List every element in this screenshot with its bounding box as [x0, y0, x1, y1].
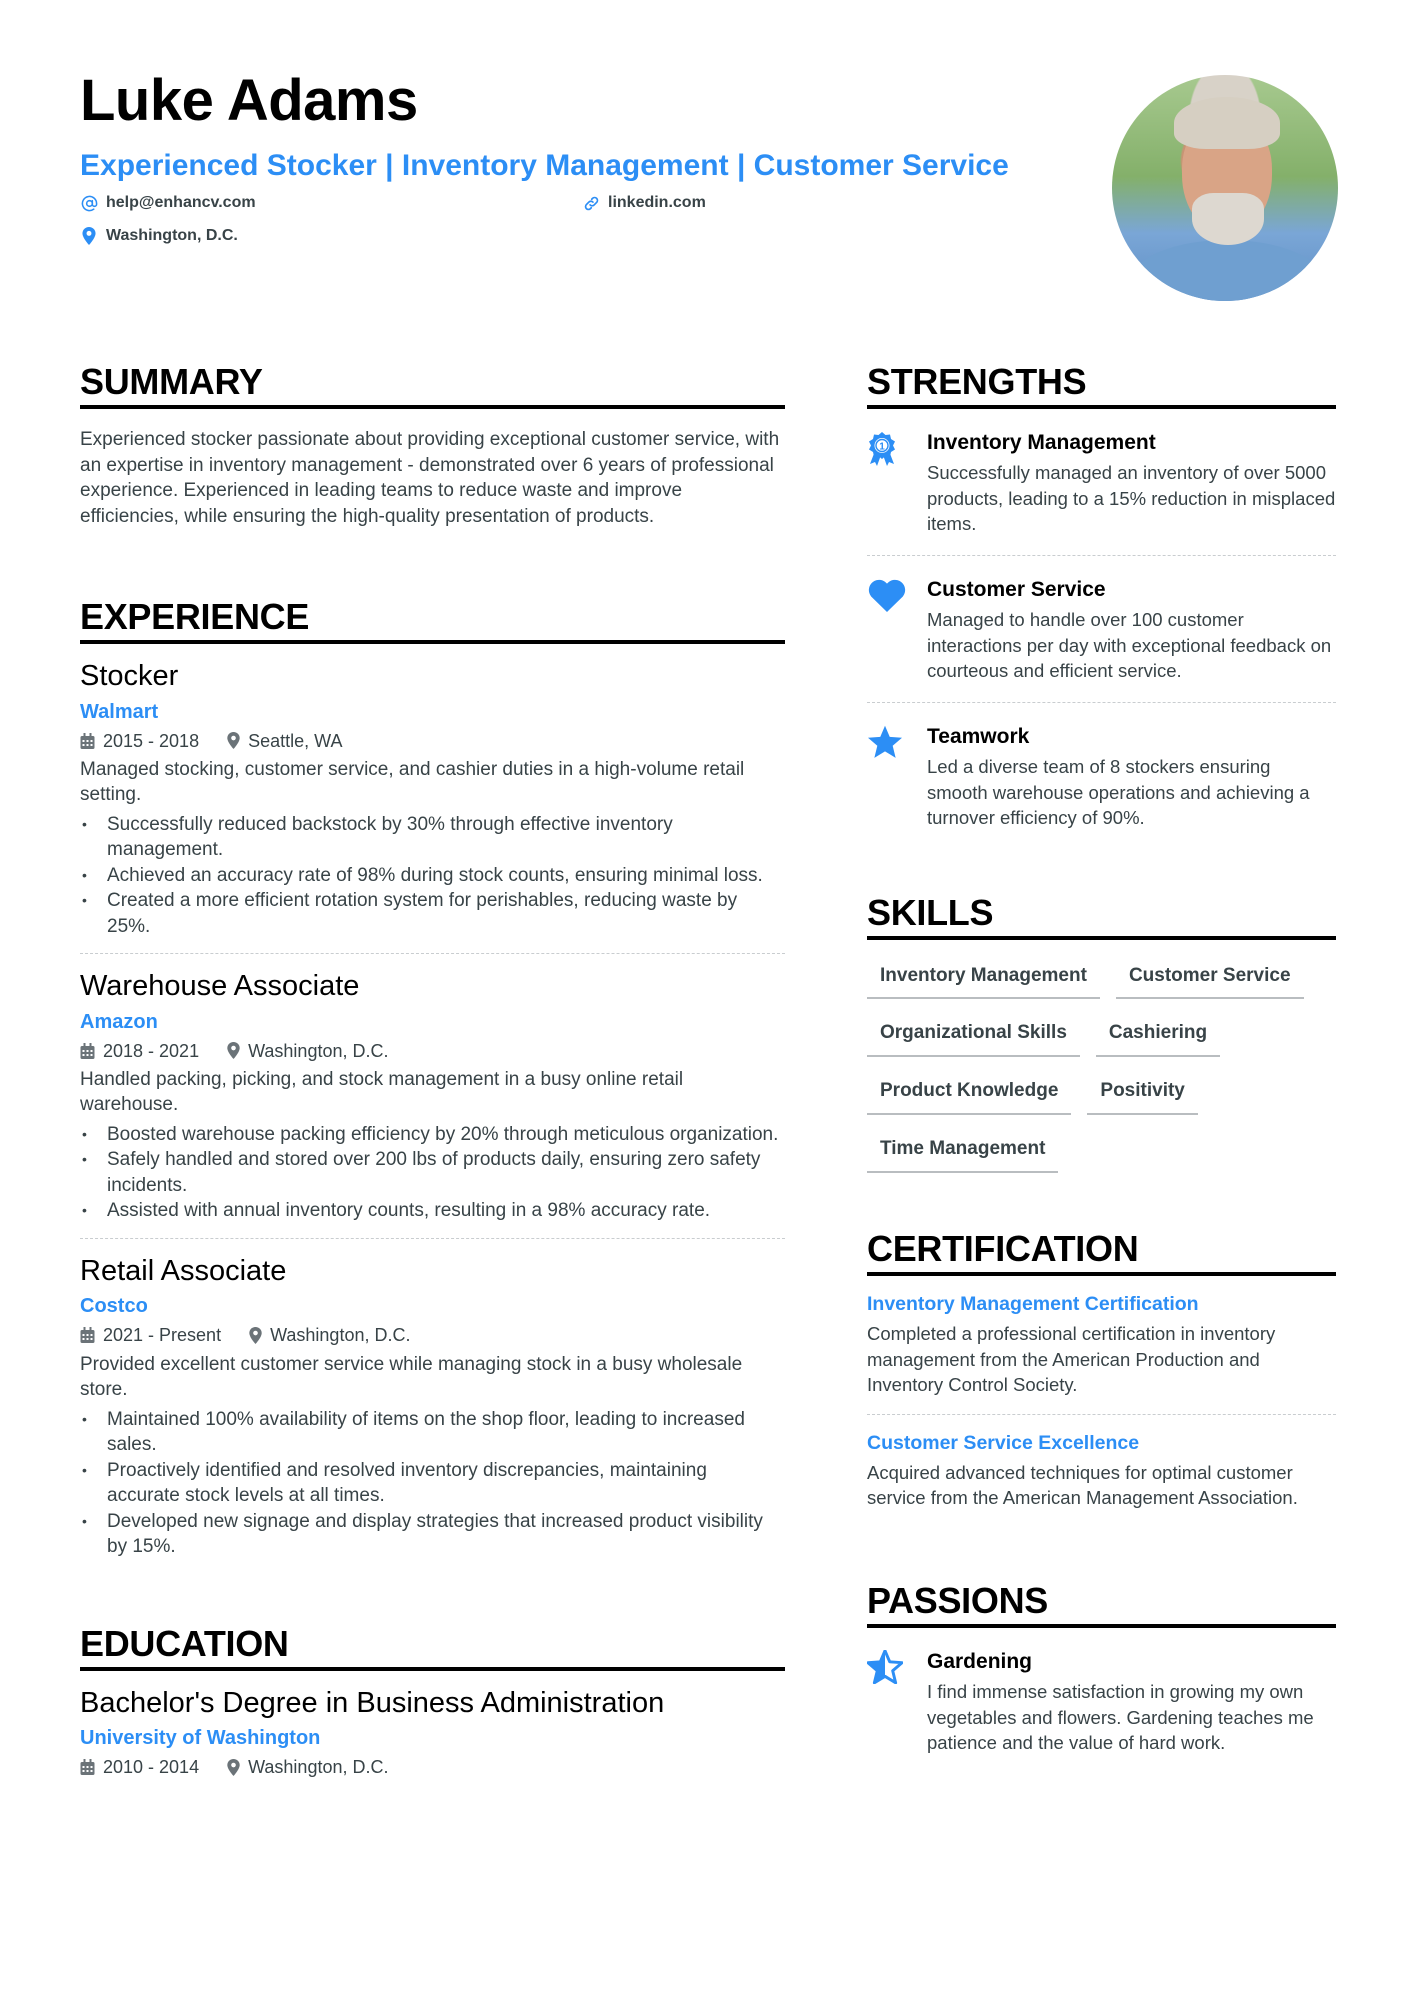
contact-email[interactable]: [80, 194, 256, 212]
certification-description: Acquired advanced techniques for optimal customer service from the American Management Association.: [867, 1461, 1298, 1509]
education-item: [80, 1671, 785, 1794]
strength-description: Managed to handle over 100 customer interactions per day with exceptional feedback on courteous and efficient service.: [927, 609, 1332, 682]
experience-item: [80, 1239, 785, 1574]
certification-section: [867, 1227, 1336, 1527]
location-pin-icon: [227, 1042, 240, 1059]
passions-title: PASSIONS: [867, 1579, 1336, 1628]
skill-tag: Positivity: [1087, 1071, 1197, 1115]
heart-icon: [867, 576, 927, 684]
strength-title: Teamwork: [927, 724, 1030, 748]
job-location: [227, 729, 342, 753]
job-description: Managed stocking, customer service, and cashier duties in a high-volume retail setting.: [80, 758, 745, 806]
profile-photo: [1112, 75, 1338, 301]
skill-tag: Customer Service: [1116, 956, 1304, 1000]
star-half-icon: [867, 1648, 927, 1756]
star-icon: [867, 723, 927, 831]
company-name[interactable]: Walmart: [80, 700, 159, 723]
job-title: Stocker: [80, 660, 179, 693]
achievement-bullet: • Proactively identified and resolved inventory discrepancies, maintaining accurate stock levels at all times.: [80, 1458, 785, 1509]
company-name[interactable]: Costco: [80, 1295, 148, 1318]
job-description: Handled packing, picking, and stock management in a busy online retail warehouse.: [80, 1068, 684, 1116]
job-dates: [80, 1323, 221, 1347]
award-ribbon-icon: [867, 429, 927, 537]
job-meta: [80, 1323, 785, 1347]
calendar-icon: [80, 1327, 95, 1343]
strength-item: [867, 409, 1336, 556]
skill-tag: Product Knowledge: [867, 1071, 1071, 1115]
job-location-text: Seattle, WA: [248, 730, 343, 751]
skill-tag: Organizational Skills: [867, 1013, 1080, 1057]
summary-text: Experienced stocker passionate about providing exceptional customer service, with an expertise in inventory management - demonstrated over 6 years of professional experience. Experienced in leading teams to reduce waste and improve efficiencies, while ensuring the high-quality presentation of products.: [80, 429, 780, 527]
skills-title: SKILLS: [867, 891, 1336, 940]
passions-section: [867, 1579, 1336, 1774]
achievement-bullet: • Safely handled and stored over 200 lbs of products daily, ensuring zero safety incidents.: [80, 1147, 785, 1198]
experience-item: [80, 644, 785, 954]
job-description: Provided excellent customer service while managing stock in a busy wholesale store.: [80, 1353, 743, 1401]
education-title: EDUCATION: [80, 1622, 785, 1671]
contact-email-text: help@enhancv.com: [106, 194, 256, 211]
achievement-bullet: • Boosted warehouse packing efficiency by 20% through meticulous organization.: [80, 1122, 785, 1148]
experience-title: EXPERIENCE: [80, 595, 785, 644]
experience-item: [80, 954, 785, 1239]
left-column: [80, 360, 785, 1793]
job-dates-text: 2018 - 2021: [103, 1040, 200, 1061]
photo-shirt-shape: [1132, 240, 1322, 301]
job-meta: [80, 729, 785, 753]
education-dates: [80, 1755, 199, 1779]
contact-location-text: Washington, D.C.: [106, 227, 238, 244]
strength-title: Customer Service: [927, 577, 1106, 601]
job-location-text: Washington, D.C.: [248, 1040, 389, 1061]
strength-title: Inventory Management: [927, 431, 1156, 455]
strengths-title: STRENGTHS: [867, 360, 1336, 409]
location-pin-icon: [80, 227, 98, 245]
contact-location: [80, 227, 238, 245]
svg-text:1: 1: [879, 441, 885, 453]
experience-section: [80, 595, 785, 1573]
strength-description: Successfully managed an inventory of over 5000 products, leading to a 15% reduction in misplaced items.: [927, 462, 1336, 535]
calendar-icon: [80, 733, 95, 749]
job-dates: [80, 1039, 199, 1063]
strengths-section: [867, 360, 1336, 849]
education-dates-text: 2010 - 2014: [103, 1756, 200, 1777]
education-meta: [80, 1755, 785, 1779]
job-location: [249, 1323, 410, 1347]
certification-item: [867, 1415, 1336, 1527]
at-icon: [80, 194, 98, 212]
job-dates-text: 2015 - 2018: [103, 730, 200, 751]
certification-description: Completed a professional certification in inventory management from the American Production and Inventory Control Society.: [867, 1323, 1276, 1396]
education-section: [80, 1622, 785, 1794]
passion-description: I find immense satisfaction in growing my own vegetables and flowers. Gardening teaches me patience and the value of hard work.: [927, 1681, 1314, 1754]
location-pin-icon: [249, 1327, 262, 1344]
contact-linkedin[interactable]: [582, 194, 706, 212]
calendar-icon: [80, 1043, 95, 1059]
summary-section: [80, 360, 785, 529]
job-achievements: [80, 1122, 785, 1224]
achievement-bullet: • Achieved an accuracy rate of 98% during stock counts, ensuring minimal loss.: [80, 863, 785, 889]
skills-section: [867, 891, 1336, 1187]
job-achievements: [80, 1407, 785, 1560]
achievement-bullet: • Maintained 100% availability of items on the shop floor, leading to increased sales.: [80, 1407, 785, 1458]
location-pin-icon: [227, 732, 240, 749]
location-pin-icon: [227, 1759, 240, 1776]
strength-item: [867, 556, 1336, 703]
job-dates-text: 2021 - Present: [103, 1325, 222, 1346]
photo-hair-shape: [1174, 97, 1280, 149]
strength-description: Led a diverse team of 8 stockers ensuring smooth warehouse operations and achieving a turnover efficiency of 90%.: [927, 756, 1310, 829]
certification-item: [867, 1276, 1336, 1415]
skill-tag: Time Management: [867, 1129, 1058, 1173]
job-meta: [80, 1039, 785, 1063]
skill-tag: Cashiering: [1096, 1013, 1220, 1057]
job-dates: [80, 729, 199, 753]
candidate-name: Luke Adams: [80, 68, 418, 133]
job-achievements: [80, 812, 785, 940]
skill-tag: Inventory Management: [867, 956, 1100, 1000]
education-location-text: Washington, D.C.: [248, 1756, 389, 1777]
certification-name: Customer Service Excellence: [867, 1431, 1140, 1454]
achievement-bullet: • Created a more efficient rotation system for perishables, reducing waste by 25%.: [80, 888, 785, 939]
degree-title: Bachelor's Degree in Business Administration: [80, 1686, 665, 1719]
achievement-bullet: • Developed new signage and display strategies that increased product visibility by 15%.: [80, 1509, 785, 1560]
skills-list: [867, 956, 1336, 1187]
calendar-icon: [80, 1759, 95, 1775]
job-location-text: Washington, D.C.: [270, 1325, 411, 1346]
summary-title: SUMMARY: [80, 360, 785, 409]
certification-title: CERTIFICATION: [867, 1227, 1336, 1276]
photo-beard-shape: [1192, 193, 1264, 245]
company-name[interactable]: Amazon: [80, 1010, 158, 1033]
link-icon: [582, 194, 600, 212]
right-column: [867, 360, 1336, 1774]
contact-linkedin-text: linkedin.com: [608, 194, 706, 211]
job-location: [227, 1039, 388, 1063]
achievement-bullet: • Assisted with annual inventory counts, resulting in a 98% accuracy rate.: [80, 1198, 785, 1224]
education-location: [227, 1755, 388, 1779]
job-title: Retail Associate: [80, 1254, 287, 1287]
certification-name: Inventory Management Certification: [867, 1292, 1199, 1315]
job-title: Warehouse Associate: [80, 970, 360, 1003]
strength-item: [867, 703, 1336, 849]
passion-item: [867, 1628, 1336, 1774]
candidate-headline: Experienced Stocker | Inventory Management | Customer Service: [80, 149, 1009, 182]
achievement-bullet: • Successfully reduced backstock by 30% through effective inventory management.: [80, 812, 785, 863]
school-name[interactable]: University of Washington: [80, 1726, 321, 1749]
passion-title: Gardening: [927, 1650, 1033, 1674]
